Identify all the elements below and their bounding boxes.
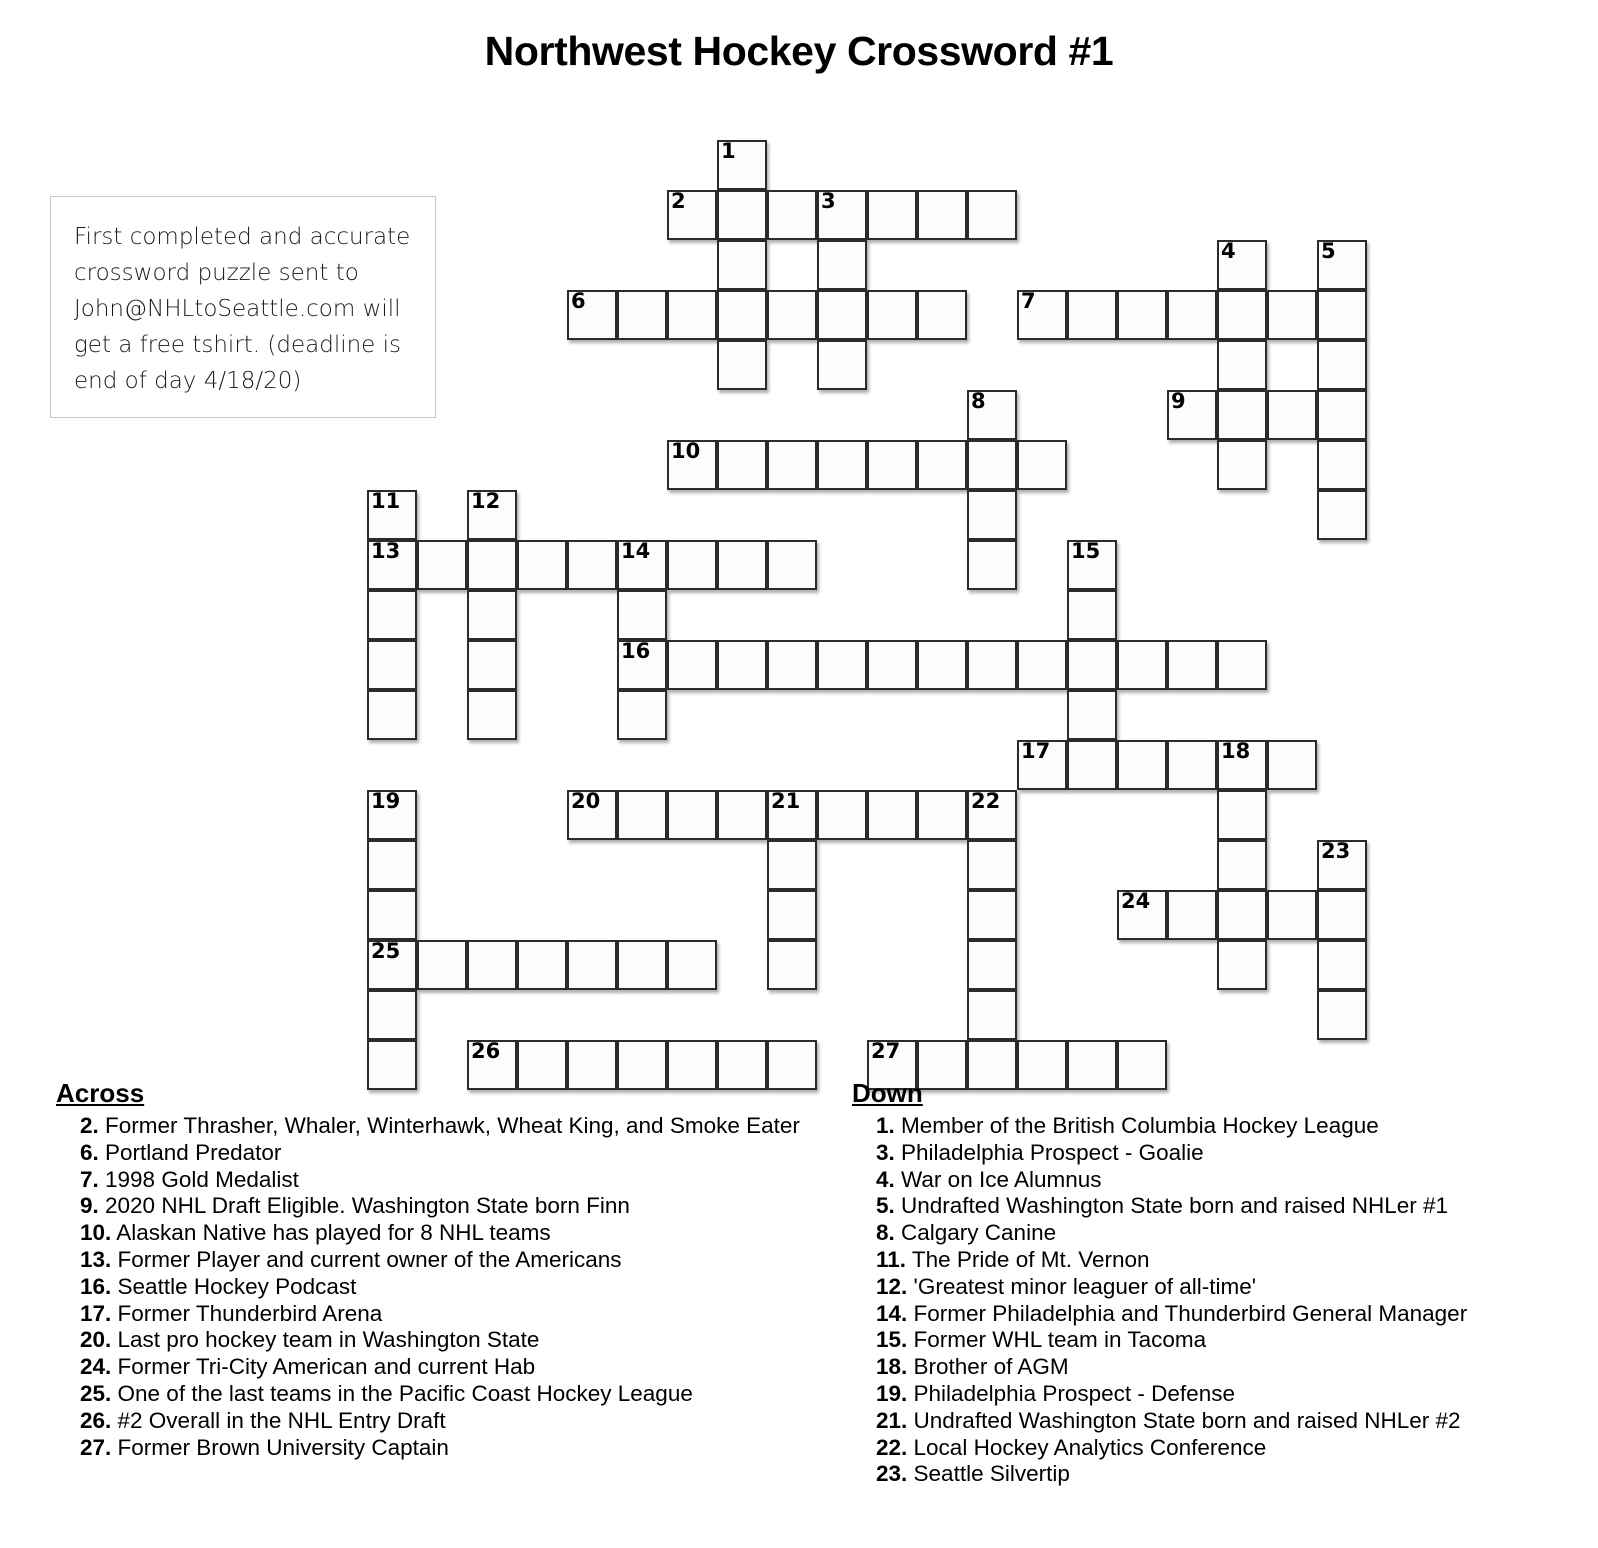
down-clue-number: 23.	[876, 1461, 908, 1487]
down-clue-text: Seattle Silvertip	[907, 1461, 1070, 1487]
down-clue-number: 11.	[876, 1246, 907, 1272]
grid-cell-number: 17	[1021, 739, 1051, 763]
grid-cell[interactable]	[1067, 290, 1117, 340]
down-clue-text: Member of the British Columbia Hockey League	[894, 1113, 1379, 1138]
down-clue-text: The Pride of Mt. Vernon	[906, 1246, 1150, 1272]
grid-cell[interactable]	[967, 840, 1017, 890]
grid-cell[interactable]	[817, 440, 867, 490]
grid-cell[interactable]	[717, 290, 767, 340]
grid-cell[interactable]	[867, 290, 917, 340]
grid-cell[interactable]	[1017, 740, 1067, 790]
grid-cell[interactable]	[617, 590, 667, 640]
page-title: Northwest Hockey Crossword #1	[484, 28, 1114, 74]
grid-cell[interactable]	[1317, 390, 1367, 440]
down-clue-number: 15.	[876, 1327, 908, 1353]
down-clue-item[interactable]	[876, 1327, 1552, 1354]
grid-cell[interactable]	[717, 640, 767, 690]
down-clue-text: Philadelphia Prospect - Defense	[907, 1380, 1235, 1406]
grid-cell[interactable]	[367, 940, 417, 990]
grid-cell[interactable]	[1167, 890, 1217, 940]
grid-cell[interactable]	[467, 540, 517, 590]
grid-cell[interactable]	[767, 190, 817, 240]
grid-cell[interactable]	[567, 290, 617, 340]
grid-cell[interactable]	[1317, 240, 1367, 290]
down-clue-item[interactable]	[876, 1434, 1552, 1462]
grid-cell[interactable]	[817, 790, 867, 840]
across-clues-column	[56, 1078, 846, 1461]
grid-cell[interactable]	[1067, 740, 1117, 790]
grid-cell[interactable]	[1017, 640, 1067, 690]
down-clue-item[interactable]	[876, 1139, 1552, 1167]
down-clue-number: 4.	[876, 1166, 895, 1192]
grid-cell[interactable]	[467, 490, 517, 540]
down-clue-list	[852, 1113, 1552, 1488]
grid-cell-number: 3	[821, 189, 836, 213]
grid-cell-number: 27	[871, 1039, 901, 1063]
grid-cell[interactable]	[717, 340, 767, 390]
grid-cell[interactable]	[617, 690, 667, 740]
grid-cell[interactable]	[1217, 440, 1267, 490]
across-clue-number: 7.	[80, 1166, 99, 1192]
clues-section	[0, 1078, 1598, 1548]
grid-cell[interactable]	[867, 190, 917, 240]
grid-cell[interactable]	[967, 490, 1017, 540]
grid-cell[interactable]	[667, 640, 717, 690]
grid-cell-number: 20	[571, 789, 601, 813]
down-clue-number: 14.	[876, 1300, 908, 1326]
grid-cell[interactable]	[617, 640, 667, 690]
grid-cell[interactable]	[1317, 990, 1367, 1040]
down-clue-number: 22.	[876, 1434, 908, 1460]
grid-cell[interactable]	[917, 640, 967, 690]
down-clue-text: Former WHL team in Tacoma	[907, 1327, 1207, 1353]
grid-cell-number: 15	[1071, 539, 1101, 563]
grid-cell[interactable]	[467, 590, 517, 640]
grid-cell[interactable]	[367, 690, 417, 740]
down-clue-text: Local Hockey Analytics Conference	[907, 1434, 1267, 1460]
grid-cell[interactable]	[1167, 290, 1217, 340]
across-clue-text: Former Thunderbird Arena	[111, 1300, 383, 1326]
down-clue-number: 19.	[876, 1380, 908, 1406]
grid-cell[interactable]	[817, 190, 867, 240]
grid-cell[interactable]	[817, 640, 867, 690]
grid-cell[interactable]	[1217, 940, 1267, 990]
grid-cell-number: 25	[371, 939, 401, 963]
grid-cell[interactable]	[1117, 640, 1167, 690]
grid-cell[interactable]	[967, 890, 1017, 940]
across-clue-item[interactable]	[80, 1434, 846, 1462]
grid-cell[interactable]	[1117, 290, 1167, 340]
across-clue-text: Portland Predator	[98, 1139, 282, 1165]
down-clue-item[interactable]	[876, 1354, 1552, 1381]
down-clue-number: 21.	[876, 1407, 908, 1433]
grid-cell[interactable]	[1317, 340, 1367, 390]
grid-cell[interactable]	[767, 290, 817, 340]
across-clue-text: 1998 Gold Medalist	[98, 1166, 299, 1192]
grid-cell-number: 22	[971, 789, 1001, 813]
grid-cell[interactable]	[1067, 690, 1117, 740]
grid-cell[interactable]	[1267, 740, 1317, 790]
across-clue-number: 10.	[80, 1220, 112, 1246]
across-clue-number: 27.	[80, 1434, 112, 1460]
grid-cell-number: 6	[571, 289, 586, 313]
grid-cell[interactable]	[917, 790, 967, 840]
across-clue-list	[56, 1113, 846, 1461]
grid-cell[interactable]	[1067, 640, 1117, 690]
grid-cell[interactable]	[917, 440, 967, 490]
across-clue-text: Alaskan Native has played for 8 NHL teams	[111, 1220, 551, 1246]
grid-cell[interactable]	[1017, 440, 1067, 490]
down-clue-item[interactable]	[876, 1246, 1552, 1274]
grid-cell[interactable]	[767, 840, 817, 890]
down-clue-item[interactable]	[876, 1113, 1552, 1140]
across-clue-item[interactable]	[80, 1113, 846, 1140]
grid-cell[interactable]	[1267, 890, 1317, 940]
grid-cell[interactable]	[367, 490, 417, 540]
down-clue-item[interactable]	[876, 1407, 1552, 1435]
grid-cell[interactable]	[917, 190, 967, 240]
grid-cell[interactable]	[767, 940, 817, 990]
across-clue-text: #2 Overall in the NHL Entry Draft	[111, 1407, 446, 1433]
grid-cell-number: 1	[721, 139, 736, 163]
grid-cell-number: 4	[1221, 239, 1236, 263]
down-clue-text: War on Ice Alumnus	[894, 1166, 1102, 1192]
grid-cell[interactable]	[767, 440, 817, 490]
grid-cell[interactable]	[667, 290, 717, 340]
grid-cell[interactable]	[967, 790, 1017, 840]
across-clue-item[interactable]	[80, 1166, 846, 1194]
grid-cell[interactable]	[717, 190, 767, 240]
grid-cell-number: 10	[671, 439, 701, 463]
grid-cell[interactable]	[917, 290, 967, 340]
grid-cell[interactable]	[717, 240, 767, 290]
grid-cell[interactable]	[1217, 890, 1267, 940]
down-clue-item[interactable]	[876, 1166, 1552, 1194]
grid-cell-number: 14	[621, 539, 651, 563]
grid-cell[interactable]	[367, 890, 417, 940]
grid-cell-number: 8	[971, 389, 986, 413]
across-clue-item[interactable]	[80, 1354, 846, 1381]
grid-cell[interactable]	[767, 640, 817, 690]
grid-cell[interactable]	[467, 640, 517, 690]
grid-cell-number: 5	[1321, 239, 1336, 263]
grid-cell[interactable]	[967, 940, 1017, 990]
grid-cell[interactable]	[1167, 640, 1217, 690]
across-clue-number: 26.	[80, 1407, 112, 1433]
down-clue-number: 12.	[876, 1273, 908, 1299]
grid-cell[interactable]	[617, 290, 667, 340]
grid-cell[interactable]	[367, 640, 417, 690]
grid-cell[interactable]	[567, 540, 617, 590]
grid-cell[interactable]	[517, 540, 567, 590]
down-clue-number: 5.	[876, 1193, 895, 1219]
grid-cell-number: 13	[371, 539, 401, 563]
across-clue-text: Last pro hockey team in Washington State	[111, 1327, 540, 1353]
grid-cell[interactable]	[1167, 390, 1217, 440]
down-clue-text: 'Greatest minor leaguer of all-time'	[907, 1273, 1257, 1299]
across-clue-item[interactable]	[80, 1193, 846, 1220]
grid-cell[interactable]	[667, 790, 717, 840]
grid-cell-number: 9	[1171, 389, 1186, 413]
grid-cell[interactable]	[817, 240, 867, 290]
grid-cell-number: 19	[371, 789, 401, 813]
across-clue-text: Former Brown University Captain	[111, 1434, 449, 1460]
grid-cell[interactable]	[1017, 290, 1067, 340]
across-clue-item[interactable]	[80, 1139, 846, 1167]
across-clue-item[interactable]	[80, 1380, 846, 1408]
grid-cell[interactable]	[867, 640, 917, 690]
grid-cell[interactable]	[967, 990, 1017, 1040]
down-clue-text: Brother of AGM	[907, 1354, 1069, 1380]
grid-cell[interactable]	[567, 940, 617, 990]
grid-cell[interactable]	[767, 540, 817, 590]
grid-cell[interactable]	[1217, 790, 1267, 840]
grid-cell[interactable]	[1317, 290, 1367, 340]
across-clue-item[interactable]	[80, 1220, 846, 1247]
grid-cell[interactable]	[367, 840, 417, 890]
prize-note-text: First completed and accurate crossword puzzle sent to John@NHLtoSeattle.com will get a free tshirt. (deadline is end of day 4/18/20)	[74, 224, 411, 394]
grid-cell-number: 12	[471, 489, 501, 513]
down-clue-text: Undrafted Washington State born and raised NHLer #2	[907, 1407, 1461, 1433]
grid-cell[interactable]	[1317, 490, 1367, 540]
across-clue-number: 24.	[80, 1354, 112, 1380]
across-clue-number: 13.	[80, 1246, 112, 1272]
grid-cell[interactable]	[1217, 340, 1267, 390]
grid-cell[interactable]	[967, 540, 1017, 590]
grid-cell[interactable]	[1217, 390, 1267, 440]
grid-cell[interactable]	[967, 190, 1017, 240]
grid-cell[interactable]	[617, 940, 667, 990]
grid-cell-number: 18	[1221, 739, 1251, 763]
grid-cell[interactable]	[1317, 440, 1367, 490]
across-clue-text: Former Player and current owner of the Americans	[111, 1246, 622, 1272]
grid-cell[interactable]	[667, 190, 717, 240]
down-clue-item[interactable]	[876, 1193, 1552, 1220]
grid-cell[interactable]	[467, 690, 517, 740]
grid-cell[interactable]	[367, 990, 417, 1040]
grid-cell[interactable]	[817, 290, 867, 340]
across-clue-number: 2.	[80, 1113, 99, 1138]
grid-cell[interactable]	[717, 790, 767, 840]
grid-cell[interactable]	[667, 940, 717, 990]
grid-cell[interactable]	[1317, 890, 1367, 940]
grid-cell[interactable]	[1217, 840, 1267, 890]
grid-cell[interactable]	[717, 140, 767, 190]
grid-cell[interactable]	[1117, 890, 1167, 940]
across-clue-item[interactable]	[80, 1273, 846, 1301]
grid-cell[interactable]	[617, 540, 667, 590]
grid-cell[interactable]	[767, 790, 817, 840]
grid-cell[interactable]	[1267, 390, 1317, 440]
grid-cell[interactable]	[467, 940, 517, 990]
grid-cell[interactable]	[417, 940, 467, 990]
grid-cell[interactable]	[817, 340, 867, 390]
grid-cell[interactable]	[1217, 640, 1267, 690]
grid-cell[interactable]	[767, 890, 817, 940]
down-clue-number: 18.	[876, 1354, 908, 1380]
grid-cell[interactable]	[967, 440, 1017, 490]
across-clue-text: 2020 NHL Draft Eligible. Washington State born Finn	[98, 1193, 630, 1219]
across-clue-text: One of the last teams in the Pacific Coast Hockey League	[111, 1380, 693, 1406]
across-clue-number: 6.	[80, 1139, 99, 1165]
down-clue-text: Calgary Canine	[894, 1220, 1057, 1246]
grid-cell[interactable]	[1117, 740, 1167, 790]
across-clue-number: 9.	[80, 1193, 99, 1219]
across-clue-item[interactable]	[80, 1300, 846, 1328]
down-clue-item[interactable]	[876, 1220, 1552, 1247]
grid-cell-number: 16	[621, 639, 651, 663]
across-clue-number: 20.	[80, 1327, 112, 1353]
down-clue-number: 3.	[876, 1139, 895, 1165]
grid-cell[interactable]	[567, 790, 617, 840]
grid-cell[interactable]	[617, 790, 667, 840]
grid-cell[interactable]	[1317, 840, 1367, 890]
grid-cell-number: 2	[671, 189, 686, 213]
down-clue-text: Undrafted Washington State born and raised NHLer #1	[894, 1193, 1449, 1219]
grid-cell[interactable]	[667, 540, 717, 590]
grid-cell[interactable]	[1067, 540, 1117, 590]
across-clue-text: Former Tri-City American and current Hab	[111, 1354, 536, 1380]
grid-cell[interactable]	[967, 640, 1017, 690]
grid-cell[interactable]	[1317, 940, 1367, 990]
grid-cell[interactable]	[1217, 240, 1267, 290]
down-clue-item[interactable]	[876, 1273, 1552, 1301]
grid-cell[interactable]	[367, 790, 417, 840]
down-clue-text: Former Philadelphia and Thunderbird General Manager	[907, 1300, 1468, 1326]
across-clue-item[interactable]	[80, 1327, 846, 1354]
down-clue-item[interactable]	[876, 1461, 1552, 1488]
across-clue-text: Former Thrasher, Whaler, Winterhawk, Wheat King, and Smoke Eater	[98, 1113, 800, 1138]
grid-cell[interactable]	[867, 790, 917, 840]
grid-cell[interactable]	[1167, 740, 1217, 790]
grid-cell[interactable]	[1067, 590, 1117, 640]
across-clue-item[interactable]	[80, 1246, 846, 1274]
grid-cell-number: 11	[371, 489, 401, 513]
across-heading: Across	[56, 1078, 145, 1108]
grid-cell[interactable]	[717, 440, 767, 490]
grid-cell[interactable]	[867, 440, 917, 490]
across-clue-number: 16.	[80, 1273, 112, 1299]
grid-cell[interactable]	[667, 440, 717, 490]
down-heading: Down	[852, 1078, 923, 1108]
down-clue-number: 8.	[876, 1220, 895, 1246]
across-clue-item[interactable]	[80, 1407, 846, 1435]
across-clue-number: 17.	[80, 1300, 112, 1326]
grid-cell[interactable]	[1217, 740, 1267, 790]
grid-cell-number: 24	[1121, 889, 1151, 913]
down-clue-item[interactable]	[876, 1380, 1552, 1408]
prize-note-box	[50, 196, 436, 418]
grid-cell[interactable]	[417, 540, 467, 590]
grid-cell-number: 21	[771, 789, 801, 813]
grid-cell-number: 23	[1321, 839, 1351, 863]
grid-cell[interactable]	[367, 590, 417, 640]
grid-cell[interactable]	[517, 940, 567, 990]
grid-cell[interactable]	[967, 390, 1017, 440]
down-clue-number: 1.	[876, 1113, 895, 1138]
down-clue-item[interactable]	[876, 1300, 1552, 1328]
grid-cell[interactable]	[367, 540, 417, 590]
grid-cell-number: 7	[1021, 289, 1036, 313]
grid-cell-number: 26	[471, 1039, 501, 1063]
grid-cell[interactable]	[1267, 290, 1317, 340]
across-clue-text: Seattle Hockey Podcast	[111, 1273, 357, 1299]
grid-cell[interactable]	[717, 540, 767, 590]
down-clues-column	[852, 1078, 1552, 1488]
grid-cell[interactable]	[1217, 290, 1267, 340]
down-clue-text: Philadelphia Prospect - Goalie	[894, 1139, 1204, 1165]
across-clue-number: 25.	[80, 1380, 112, 1406]
